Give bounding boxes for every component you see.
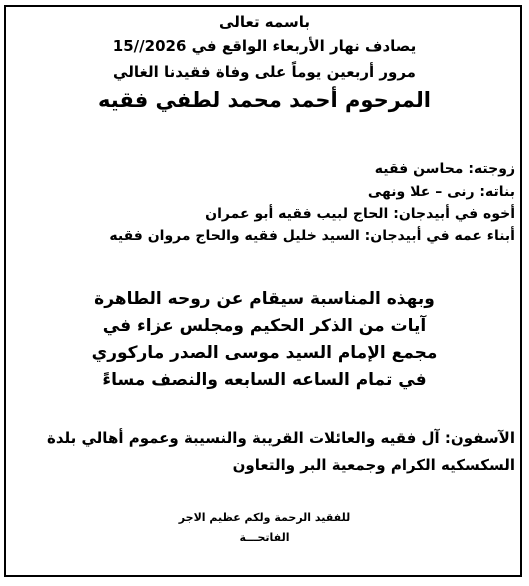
basmala: باسمه تعالى	[219, 13, 310, 31]
date-line: يصادف نهار الأربعاء الواقع في 2026//15	[112, 37, 417, 55]
ceremony-line-3: مجمع الإمام السيد موسى الصدر ماركوري	[91, 343, 438, 363]
daughters-line: بناته: رنى – علا ونهى	[367, 184, 515, 200]
ceremony-line-4: في تمام الساعه السابعه والنصف مساءً	[102, 370, 427, 390]
ceremony-line-1: وبهذه المناسبة سيقام عن روحه الطاهرة	[94, 289, 435, 309]
brother-line: أخوه في أبيدجان: الحاج لبيب فقيه أبو عمران	[205, 206, 515, 222]
occasion-line: مرور أربعين يوماً على وفاة فقيدنا الغالي	[113, 63, 416, 81]
closing-line-1: للفقيد الرحمة ولكم عظيم الاجر	[178, 511, 351, 524]
closing-line-2: الفاتحـــة	[239, 531, 290, 544]
mourners-line-2: السكسكيه الكرام وجمعية البر والتعاون	[232, 456, 515, 474]
wife-line: زوجته: محاسن فقيه	[374, 161, 515, 177]
mourners-line-1: الآسفون: آل فقيه والعائلات القريبة والنسيبة وعموم أهالي بلدة	[47, 429, 515, 447]
ceremony-line-2: آيات من الذكر الحكيم ومجلس عزاء في	[102, 316, 427, 336]
deceased-name: المرحوم أحمد محمد لطفي فقيه	[98, 88, 431, 112]
cousins-line: أبناء عمه في أبيدجان: السيد خليل فقيه والحاج مروان فقيه	[109, 228, 515, 244]
